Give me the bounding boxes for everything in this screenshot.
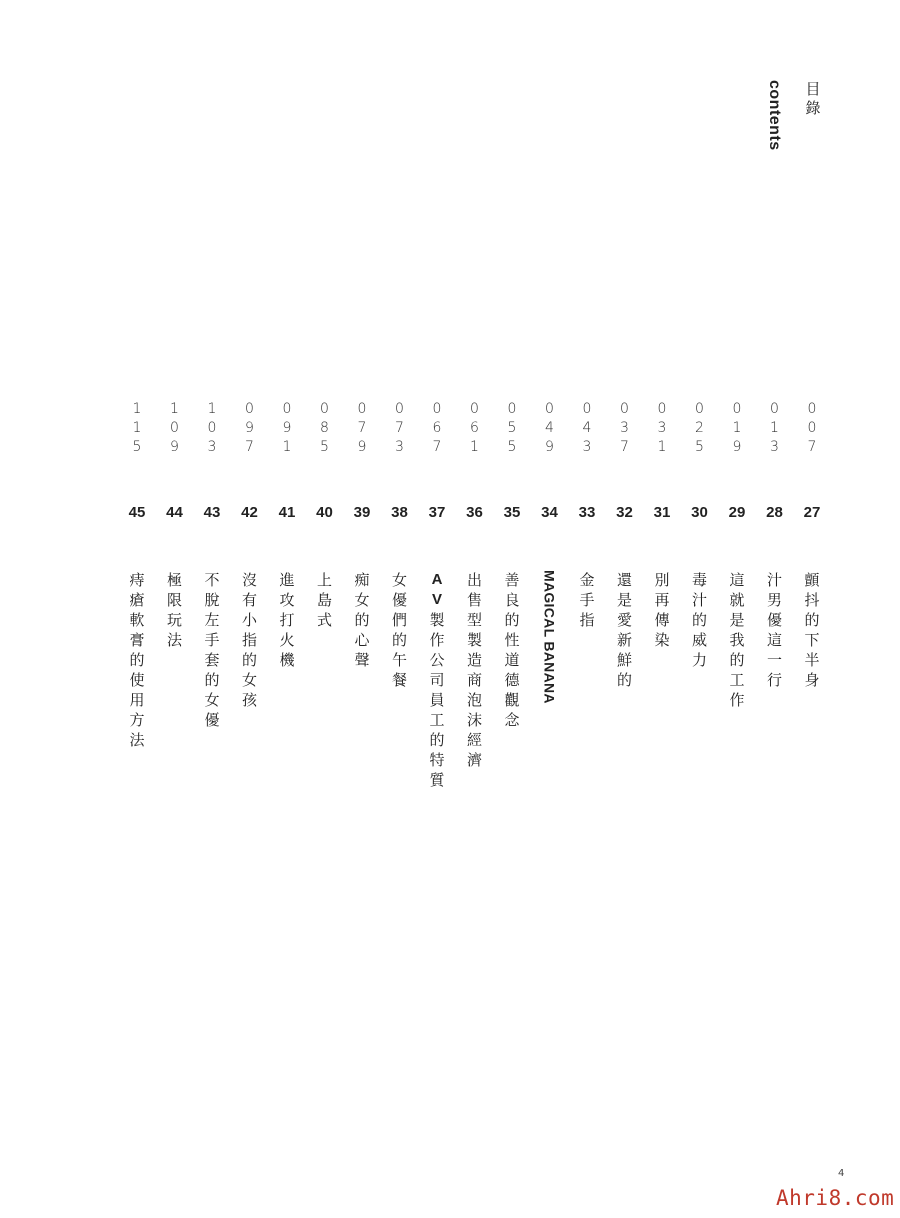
toc-chapter-title: 這 就 是 我 的 工 作 [729, 571, 745, 709]
toc-chapter-number: 40 [316, 504, 333, 521]
toc-page-number: 0 9 1 [282, 401, 292, 455]
toc-chapter-number: 32 [616, 504, 633, 521]
toc-page-number: 0 1 9 [732, 401, 742, 455]
toc-chapter-number: 39 [353, 504, 371, 521]
toc-chapter-number: 31 [653, 504, 671, 521]
toc-chapter-number: 44 [166, 504, 183, 521]
toc-chapter-number: 36 [466, 504, 483, 521]
toc-page-number: 0 1 3 [770, 401, 779, 455]
toc-chapter-title: 顫 抖 的 下 半 身 [804, 571, 820, 689]
toc-chapter-number: 28 [766, 504, 783, 521]
toc-chapter-title: 極 限 玩 法 [166, 571, 182, 649]
toc-page-number: 0 7 9 [357, 401, 367, 455]
toc-chapter-title: MAGICAL BANANA [541, 570, 558, 704]
toc-chapter-title: 進 攻 打 火 機 [279, 571, 295, 669]
toc-chapter-title: 毒 汁 的 威 力 [691, 571, 707, 669]
toc-chapter-title: 金 手 指 [579, 571, 595, 629]
toc-page-number: 0 4 3 [582, 401, 592, 455]
toc-page-number: 1 0 3 [207, 401, 217, 455]
toc-chapter-number: 45 [128, 504, 146, 521]
toc-chapter-number: 30 [691, 504, 708, 521]
toc-chapter-title: 女 優 們 的 午 餐 [391, 571, 407, 689]
toc-page-number: 0 4 9 [545, 401, 554, 455]
toc-page-number: 0 8 5 [320, 401, 329, 455]
toc-chapter-number: 34 [541, 504, 558, 521]
toc-page-number: 1 0 9 [170, 401, 179, 455]
toc-page-number: 1 1 5 [132, 401, 142, 455]
page-number: 4 [838, 1168, 845, 1179]
toc-chapter-number: 33 [578, 504, 596, 521]
toc-chapter-title: 汁 男 優 這 一 行 [766, 571, 782, 689]
toc-chapter-number: 27 [803, 504, 821, 521]
watermark: Ahri8.com [776, 1186, 895, 1210]
toc-heading-cjk: 目 錄 [805, 80, 821, 117]
toc-chapter-number: 38 [391, 504, 408, 521]
toc-page-number: 0 3 7 [620, 401, 629, 455]
toc-page-number: 0 7 3 [395, 401, 404, 455]
toc-chapter-title: 出 售 型 製 造 商 泡 沫 經 濟 [466, 571, 482, 769]
toc-chapter-number: 35 [503, 504, 521, 521]
toc-page-number: 0 3 1 [657, 401, 667, 455]
toc-chapter-title: 沒 有 小 指 的 女 孩 [241, 571, 257, 709]
toc-chapter-title: 上 島 式 [316, 571, 332, 629]
toc-chapter-number: 42 [241, 504, 258, 521]
toc-chapter-title: 善 良 的 性 道 德 觀 念 [504, 571, 520, 729]
toc-page-number: 0 2 5 [695, 401, 704, 455]
toc-chapter-title: 別 再 傳 染 [654, 571, 670, 649]
toc-page-number: 0 9 7 [245, 401, 254, 455]
toc-chapter-number: 41 [278, 504, 296, 521]
toc-chapter-title: 痴 女 的 心 聲 [354, 571, 370, 669]
toc-chapter-title: 痔 瘡 軟 膏 的 使 用 方 法 [129, 571, 145, 749]
toc-chapter-title: 不 脫 左 手 套 的 女 優 [204, 571, 220, 729]
toc-page-number: 0 5 5 [507, 401, 517, 455]
toc-page-number: 0 0 7 [807, 401, 817, 455]
toc-page-number: 0 6 1 [470, 401, 479, 455]
toc-chapter-number: 43 [203, 504, 221, 521]
toc-page-number: 0 6 7 [432, 401, 442, 455]
toc-chapter-number: 37 [428, 504, 446, 521]
toc-heading-en: contents [766, 80, 783, 151]
toc-chapter-title: 還 是 愛 新 鮮 的 [616, 571, 632, 689]
toc-chapter-title: A V 製 作 公 司 員 工 的 特 質 [429, 571, 445, 789]
toc-chapter-number: 29 [728, 504, 746, 521]
